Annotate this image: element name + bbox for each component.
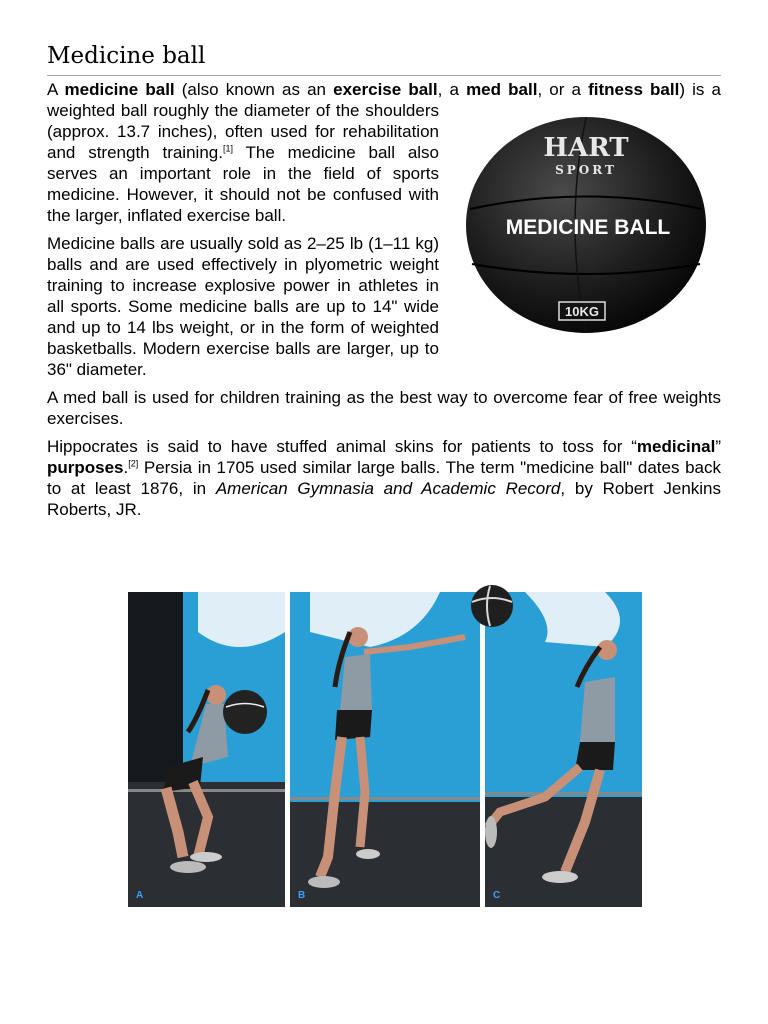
- text: , by Robert Jenkins Roberts, JR.: [47, 479, 722, 519]
- panel-label-b: B: [298, 890, 306, 901]
- text: .: [123, 458, 129, 477]
- panel-b: [290, 592, 480, 907]
- text: ) is a weighted ball roughly the diameter of the shoulders (approx. 13.7 inches), often used for rehabilitation and strength training.: [47, 80, 721, 162]
- panel-label-c: C: [493, 890, 501, 901]
- brand-bottom: SPORT: [555, 163, 617, 177]
- panel-c: [485, 592, 642, 907]
- page-title: Medicine ball: [47, 40, 721, 76]
- ball-weight: 10KG: [565, 304, 599, 319]
- article: [47, 40, 721, 527]
- bold-term: medicinal: [636, 437, 716, 456]
- book-title: American Gymnasia and Academic Record: [215, 479, 561, 498]
- text: , a: [437, 80, 467, 99]
- panel-label-a: A: [136, 890, 144, 901]
- text: The medicine ball also serves an important role in the field of sports medicine. However, it should not be confused with the larger, inflated exercise ball.: [47, 143, 439, 225]
- medicine-ball-image: [451, 100, 721, 350]
- bold-term: med ball: [466, 80, 538, 99]
- exercise-figure: [128, 592, 642, 907]
- paragraph-sizes: Medicine balls are usually sold as 2–25 lb (1–11 kg) balls and are used effectively in plyometric weight training to increase explosive power in athletes in all sports. Some medicine balls are up to 14" wide and up to 14 lbs weight, or in the form of weighted basketballs. Modern exercise balls are larger, up to 36" diameter.: [47, 234, 439, 379]
- panel-b-image: [290, 592, 480, 907]
- ball-label: MEDICINE BALL: [505, 216, 671, 239]
- citation-link[interactable]: [1]: [222, 143, 233, 154]
- paragraph-history: [47, 436, 721, 520]
- text: ”: [715, 437, 721, 456]
- paragraph-children: A med ball is used for children training as the best way to overcome fear of free weights exercises.: [47, 388, 721, 428]
- bold-term: purposes: [47, 458, 124, 477]
- panel-a: [128, 592, 285, 907]
- flying-medicine-ball: [468, 584, 516, 628]
- text: A: [47, 80, 65, 99]
- brand-top: HART: [543, 133, 629, 163]
- panel-c-image: [485, 592, 642, 907]
- text: Persia in 1705 used similar large balls. The term "medicine ball" dates back to at least 1876, in: [47, 458, 721, 498]
- citation-link[interactable]: [2]: [128, 458, 139, 469]
- medicine-ball-graphic: [464, 114, 708, 336]
- bold-term: fitness ball: [588, 80, 680, 99]
- text: (also known as an: [174, 80, 334, 99]
- text: , or a: [537, 80, 589, 99]
- text: Hippocrates is said to have stuffed animal skins for patients to toss for “: [47, 437, 637, 456]
- bold-term: exercise ball: [333, 80, 438, 99]
- panel-a-image: [128, 592, 285, 907]
- bold-term: medicine ball: [64, 80, 175, 99]
